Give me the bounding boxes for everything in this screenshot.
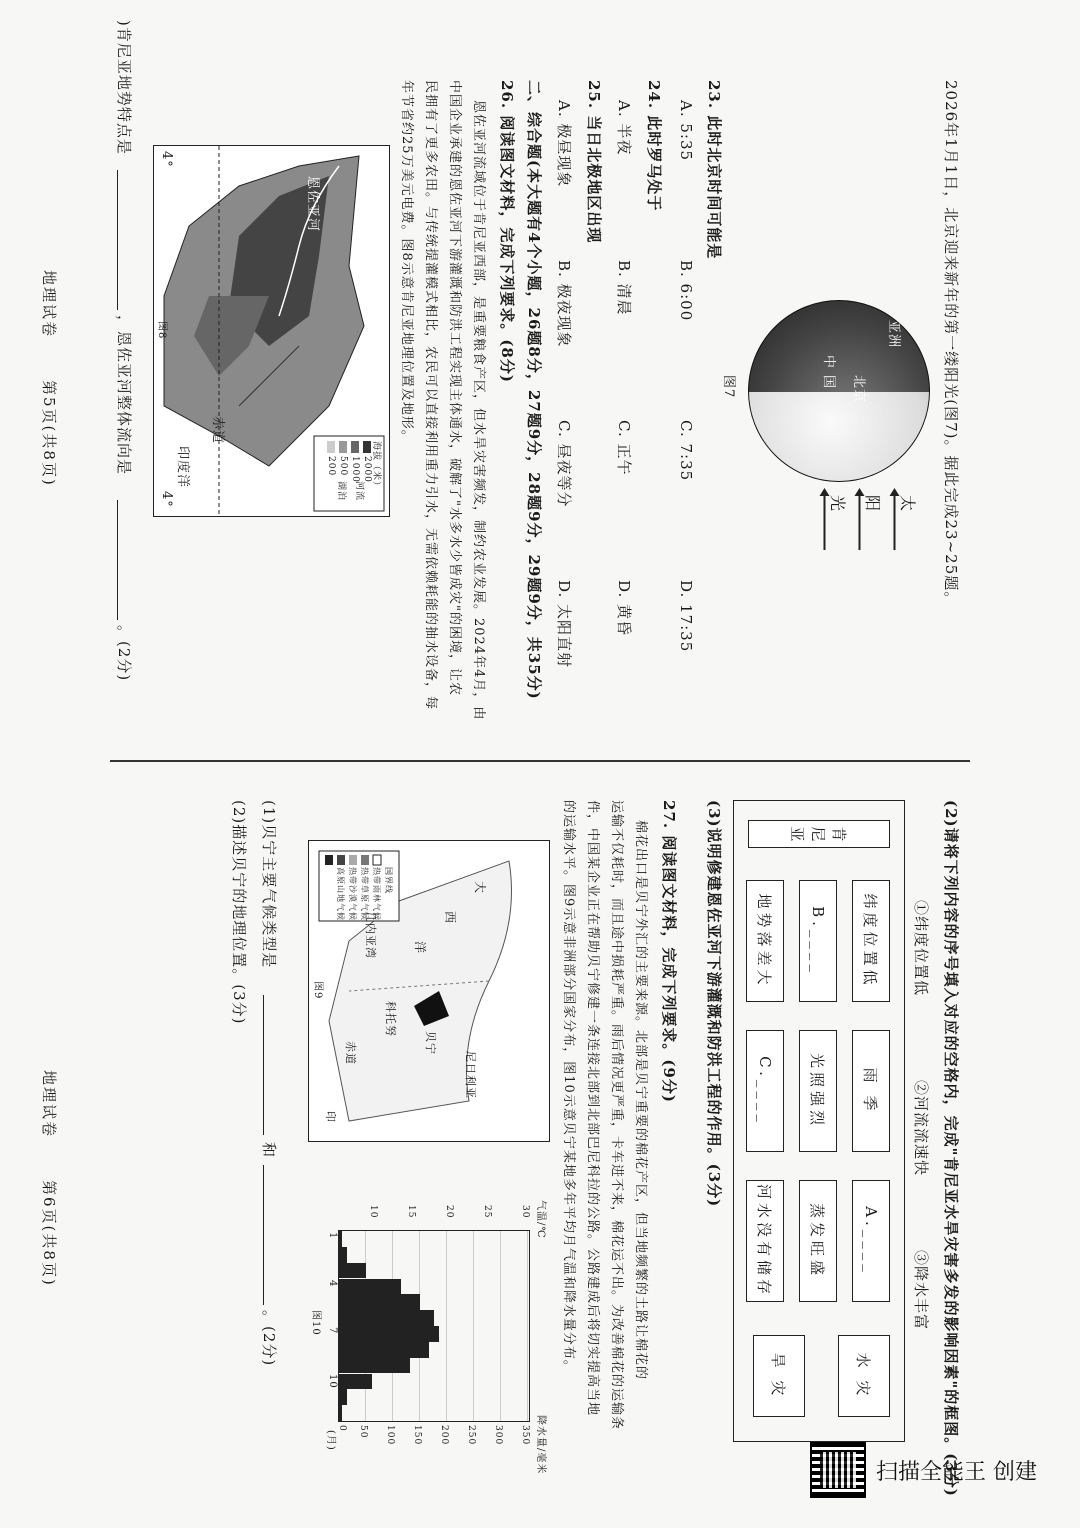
fig9-legend-rainforest: 热带雨林气候 [372, 867, 381, 921]
globe-label-china-2: 国 [821, 375, 836, 390]
fig10-yl-15: 15 [406, 1205, 416, 1219]
fig8-legend-1000: 1000 [350, 456, 360, 483]
sun-arrow-2 [859, 490, 861, 550]
q27-1-stem: (1)贝宁主要气候类型是 [260, 800, 278, 969]
diagram-c1-r2[interactable]: B.____ [799, 880, 837, 1002]
fig9-label-yin: 印 [324, 1111, 337, 1123]
precip-bar-2 [339, 1247, 347, 1263]
sun-label-3: 光 [828, 495, 847, 512]
fig9-label-nigeria: 尼日利亚 [464, 1051, 477, 1099]
precip-bar-4 [339, 1279, 401, 1295]
fig7-caption: 图7 [721, 375, 736, 399]
fig8-legend-title: 海拔（米） [371, 441, 381, 492]
q24-option-b: B. 清晨 [615, 260, 633, 316]
fig9-label-atlantic-2: 西 [443, 911, 457, 925]
q26-1-tail: ，恩佐亚河整体流向是 [115, 315, 133, 476]
q26-material-2: 中国企业承建的恩佐亚河下游灌溉和防洪工程实现主体通水，破解了"水多水少皆成灾"的困境，让农 [447, 80, 462, 696]
q23-option-b: B. 6:00 [677, 260, 695, 322]
globe-day-side [748, 392, 930, 482]
fig8-deg-right: 4° [159, 491, 174, 508]
q26-material-4: 年节省约25万美元电费。图8示意肯尼亚地理位置及地形。 [399, 80, 414, 444]
diagram-c1-r1: 纬度位置低 [852, 880, 890, 1002]
fig8-legend-2000: 2000 [362, 456, 372, 483]
sun-label-1: 太 [898, 495, 917, 512]
precip-bar-10 [339, 1374, 372, 1390]
diagram-c3-r1[interactable]: A.____ [852, 1180, 890, 1302]
diagram-flood: 水 灾 [838, 1335, 890, 1417]
fig10-y-right-label: 降水量/毫米 [535, 1415, 546, 1475]
q24-stem: 24. 此时罗马处于 [645, 80, 663, 212]
fig10-yl-20: 20 [444, 1205, 454, 1219]
fig9-legend-highland: 高原山地气候 [336, 867, 345, 921]
precip-bar-6 [339, 1310, 434, 1326]
fig10-chart [310, 1200, 550, 1500]
q27-material-2: 运输不仅耗时，而且途中损耗严重。雨后情况更严重，卡车进不来，棉花运不出。为改善棉花的运输条 [609, 800, 624, 1431]
scanner-watermark [810, 1440, 1070, 1500]
q26-2-option-1: ①纬度位置低 [912, 900, 930, 997]
q27-material-3: 件，中国某企业正在帮助贝宁修建一条连接北部到北部巴尼科拉的公路。公路建成后将切实提高当地 [585, 800, 600, 1417]
page-6 [0, 780, 1080, 1520]
fig10-yl-10: 10 [368, 1205, 378, 1219]
q25-option-a: A. 极昼现象 [555, 100, 573, 188]
q27-1-blank-2[interactable] [263, 1165, 264, 1305]
q26-stem: 26. 阅读图文材料，完成下列要求。(8分) [498, 80, 516, 383]
page-divider [110, 760, 970, 762]
fig10-x-tick-7: 7 [327, 1327, 338, 1335]
diagram-c1-r3: 地势落差大 [746, 880, 784, 1002]
globe-label-asia: 亚洲 [886, 320, 901, 349]
page-5-footer-title: 地理试卷 [40, 270, 58, 339]
precip-bar-8 [339, 1342, 429, 1358]
q23-option-d: D. 17:35 [677, 580, 695, 653]
precip-bar-3 [339, 1263, 366, 1279]
precip-bar-1 [339, 1231, 342, 1247]
q23-option-a: A. 5:35 [677, 100, 695, 162]
q23-stem: 23. 此时北京时间可能是 [705, 80, 723, 260]
fig8-legend-lake: 湖泊 [336, 481, 346, 502]
q27-1-blank-1[interactable] [263, 995, 264, 1135]
q24-option-c: C. 正午 [615, 420, 633, 476]
fig8-ocean-label: 印度洋 [175, 446, 190, 489]
q26-material-3: 民拥有了更多农田。与传统提灌模式相比，农民可以直接利用重力引水，无需依赖耗能的抽水设备，每 [423, 80, 438, 711]
q25-stem: 25. 当日北极地区出现 [585, 80, 603, 244]
fig10-plot-area [338, 1230, 530, 1422]
fig9-legend-desert: 热带沙漠气候 [348, 867, 357, 921]
fig9-label-cotonou: 科托努 [384, 1001, 397, 1037]
diagram-c3-r3: 河水没有储存 [746, 1180, 784, 1302]
fig10-y-left-label: 气温/℃ [535, 1200, 546, 1239]
diagram-c2-r2: 光照强烈 [799, 1030, 837, 1152]
diagram-c2-r3[interactable]: C.____ [746, 1030, 784, 1152]
precip-bar-12 [339, 1405, 342, 1421]
fig9-caption: 图9 [312, 981, 323, 1000]
fig10-yr-50: 50 [358, 1425, 368, 1439]
diagram-kenya-3: 亚 [788, 826, 807, 842]
q26-2-stem: (2)请将下列内容的序号填入对应的空格内，完成"肯尼亚水旱灾害多发的影响因素"的框图。(3分) [942, 800, 960, 1497]
q26-1-blank-1[interactable] [117, 170, 118, 310]
fig9-label-gulf: 几内亚湾 [364, 911, 377, 959]
q26-2-option-2: ②河流流速快 [912, 1080, 930, 1177]
diagram-kenya-1: 肯 [830, 826, 849, 842]
fig10-x-tick-10: 10 [327, 1374, 338, 1389]
page-5-footer-number: 第5页(共8页) [40, 380, 58, 487]
fig9-map [308, 840, 550, 1142]
fig10-x-label: (月) [325, 1430, 336, 1451]
fig8-legend-200: 200 [326, 456, 336, 477]
fig10-x-tick-4: 4 [327, 1280, 338, 1288]
globe-label-beijing: 北京 [851, 375, 866, 404]
fig9-legend-border: 国界线 [384, 867, 393, 894]
diagram-kenya-box [748, 820, 890, 848]
page-6-footer-number: 第6页(共8页) [40, 1180, 58, 1287]
q25-option-d: D. 太阳直射 [555, 580, 573, 669]
diagram-c2-r1: 雨 季 [852, 1030, 890, 1152]
q26-material-1: 恩佐亚河流域位于肯尼亚西部，是重要粮食产区，但水旱灾害频发，制约农业发展。2024年4月，由 [471, 100, 486, 721]
precip-bar-9 [339, 1358, 410, 1374]
precip-bar-7 [339, 1326, 439, 1342]
q27-1-score: 。(2分) [260, 1310, 278, 1367]
fig8-legend-river: 河流 [354, 481, 364, 502]
q27-material-1: 棉花出口是贝宁外汇的主要来源。北部是贝宁重要的棉花产区，但当地频繁的土路让棉花的 [633, 820, 648, 1381]
q27-1-and: 和 [260, 1142, 278, 1159]
fig10-yl-25: 25 [482, 1205, 492, 1219]
fig8-equator-label: 赤道 [210, 416, 225, 445]
q25-option-c: C. 昼夜等分 [555, 420, 573, 508]
fig10-caption: 图10 [310, 1310, 321, 1336]
fig10-yr-150: 150 [412, 1425, 422, 1446]
fig9-label-equator: 赤道 [344, 1041, 357, 1065]
fig10-yr-200: 200 [439, 1425, 449, 1446]
qr-code-icon [810, 1442, 866, 1498]
sun-arrow-3 [824, 490, 826, 550]
fig8-river-label: 恩佐亚河 [305, 176, 320, 233]
q26-1-score: 。(2分) [115, 625, 133, 682]
page-5 [0, 20, 1080, 760]
fig10-yr-300: 300 [493, 1425, 503, 1446]
fig10-yr-100: 100 [385, 1425, 395, 1446]
fig8-deg-left: 4° [159, 151, 174, 168]
fig9-label-atlantic-1: 大 [473, 881, 487, 895]
fig9-legend-savanna: 热带草原气候 [360, 867, 369, 921]
q26-1-stem: )肯尼亚地势特点是 [115, 20, 133, 155]
diagram-kenya-2: 尼 [809, 826, 828, 842]
section-2-heading: 二、综合题(本大题有4个小题，26题8分，27题9分，28题9分，29题9分，共35分) [525, 80, 543, 700]
fig10-yl-30: 30 [520, 1205, 530, 1219]
q26-1-blank-2[interactable] [117, 500, 118, 620]
q26-2-option-3: ③降水丰富 [912, 1250, 930, 1331]
scanner-text: 扫描全能王 创建 [876, 1459, 1037, 1485]
fig8-legend-500: 500 [338, 456, 348, 477]
fig10-yr-350: 350 [520, 1425, 530, 1446]
fig10-yr-0: 0 [337, 1425, 347, 1432]
diagram-c3-r2: 蒸发旺盛 [799, 1180, 837, 1302]
q27-2-stem: (2)描述贝宁的地理位置。(3分) [230, 800, 248, 1025]
sun-arrow-1 [894, 490, 896, 550]
globe-label-china: 中 [821, 355, 836, 370]
q27-stem: 27. 阅读图文材料，完成下列要求。(9分) [660, 800, 678, 1103]
fig10-yr-250: 250 [466, 1425, 476, 1446]
q24-option-a: A. 半夜 [615, 100, 633, 156]
q26-3-stem: (3)说明修建恩佐亚河下游灌溉和防洪工程的作用。(3分) [705, 800, 723, 1208]
fig9-label-benin: 贝宁 [424, 1031, 437, 1055]
q24-option-d: D. 黄昏 [615, 580, 633, 637]
fig10-x-tick-1: 1 [327, 1232, 338, 1240]
q27-material-4: 的运输水平。图9示意非洲部分国家分布，图10示意贝宁某地多年平均月气温和降水量分布。 [561, 800, 576, 1374]
precip-bar-11 [339, 1389, 347, 1405]
precip-bar-5 [339, 1294, 420, 1310]
q23-option-c: C. 7:35 [677, 420, 695, 482]
fig8-caption: 图8 [156, 321, 167, 340]
sun-label-2: 阳 [863, 495, 882, 512]
q23-25-intro: 2026年1月1日，北京迎来新年的第一缕阳光(图7)。据此完成23~25题。 [942, 80, 960, 608]
fig8-map [153, 145, 390, 517]
q25-option-b: B. 极夜现象 [555, 260, 573, 348]
fig9-label-atlantic-3: 洋 [413, 941, 427, 955]
page-6-footer-title: 地理试卷 [40, 1070, 58, 1139]
diagram-drought: 旱 灾 [753, 1335, 805, 1417]
